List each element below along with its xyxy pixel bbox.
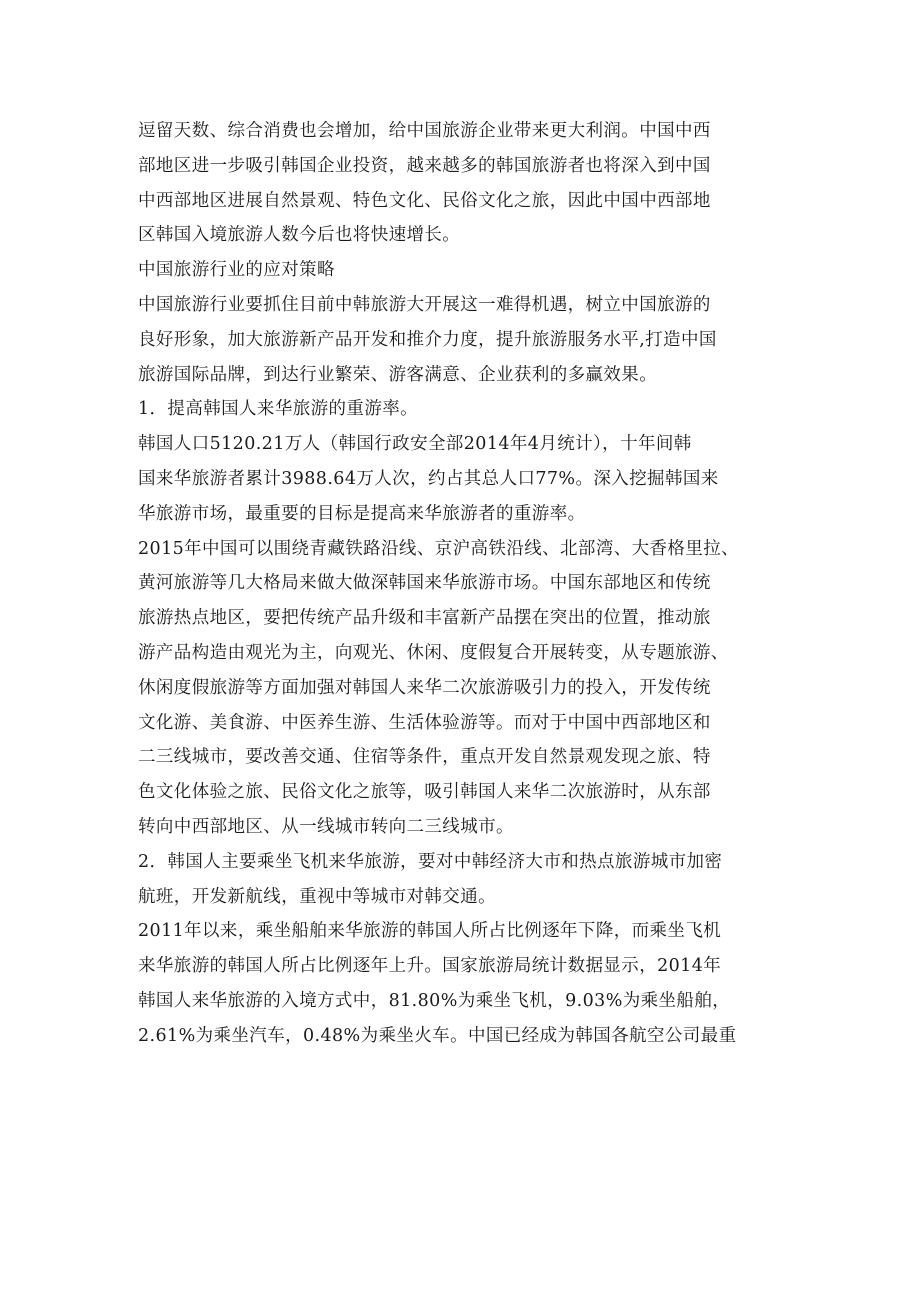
- document-body: [138, 114, 798, 1054]
- numbered-heading: 1．提高韩国人来华旅游的重游率。: [138, 399, 419, 420]
- text-line: 国来华旅游者累计3988.64万人次，约占其总人口77%。深入挖掘韩国来: [138, 468, 719, 489]
- text-line: 黄河旅游等几大格局来做大做深韩国来华旅游市场。中国东部地区和传统: [138, 573, 711, 594]
- text-line: 游产品构造由观光为主，向观光、休闲、度假复合开展转变，从专题旅游、: [138, 642, 729, 663]
- text-line: 休闲度假旅游等方面加强对韩国人来华二次旅游吸引力的投入，开发传统: [138, 677, 711, 698]
- text-line: 部地区进一步吸引韩国企业投资，越来越多的韩国旅游者也将深入到中国: [138, 155, 711, 176]
- text-line: 韩国人口5120.21万人（韩国行政安全部2014年4月统计），十年间韩: [138, 434, 692, 455]
- section-heading: 中国旅游行业的应对策略: [138, 260, 335, 281]
- text-line: 区韩国入境旅游人数今后也将快速增长。: [138, 225, 461, 246]
- text-line: 来华旅游的韩国人所占比例逐年上升。国家旅游局统计数据显示，2014年: [138, 956, 722, 977]
- text-line: 旅游热点地区，要把传统产品升级和丰富新产品摆在突出的位置，推动旅: [138, 608, 711, 629]
- text-line: 中西部地区进展自然景观、特色文化、民俗文化之旅，因此中国中西部地: [138, 190, 711, 211]
- text-line: 文化游、美食游、中医养生游、生活体验游等。而对于中国中西部地区和: [138, 712, 711, 733]
- numbered-heading: 2．韩国人主要乘坐飞机来华旅游，要对中韩经济大市和热点旅游城市加密: [138, 851, 723, 872]
- text-line: 色文化体验之旅、民俗文化之旅等，吸引韩国人来华二次旅游时，从东部: [138, 782, 711, 803]
- text-line: 2015年中国可以围绕青藏铁路沿线、京沪高铁沿线、北部湾、大香格里拉、: [138, 538, 740, 559]
- text-line: 韩国人来华旅游的入境方式中，81.80%为乘坐飞机，9.03%为乘坐船舶，: [138, 990, 731, 1011]
- text-line: 逗留天数、综合消费也会增加，给中国旅游企业带来更大利润。中国中西: [138, 121, 711, 141]
- text-line: 2.61%为乘坐汽车，0.48%为乘坐火车。中国已经成为韩国各航空公司最重: [138, 1025, 737, 1046]
- text-line: 旅游国际品牌，到达行业繁荣、游客满意、企业获利的多赢效果。: [138, 364, 658, 385]
- text-line: 中国旅游行业要抓住目前中韩旅游大开展这一难得机遇，树立中国旅游的: [138, 294, 711, 315]
- text-line: 转向中西部地区、从一线城市转向二三线城市。: [138, 816, 514, 837]
- text-line: 航班，开发新航线，重视中等城市对韩交通。: [138, 886, 496, 907]
- text-line: 二三线城市，要改善交通、住宿等条件，重点开发自然景观发现之旅、特: [138, 747, 711, 768]
- text-line: 2011年以来，乘坐船舶来华旅游的韩国人所占比例逐年下降，而乘坐飞机: [138, 921, 722, 942]
- text-line: 华旅游市场，最重要的目标是提高来华旅游者的重游率。: [138, 503, 586, 524]
- text-line: 良好形象，加大旅游新产品开发和推介力度，提升旅游服务水平,打造中国: [138, 329, 717, 350]
